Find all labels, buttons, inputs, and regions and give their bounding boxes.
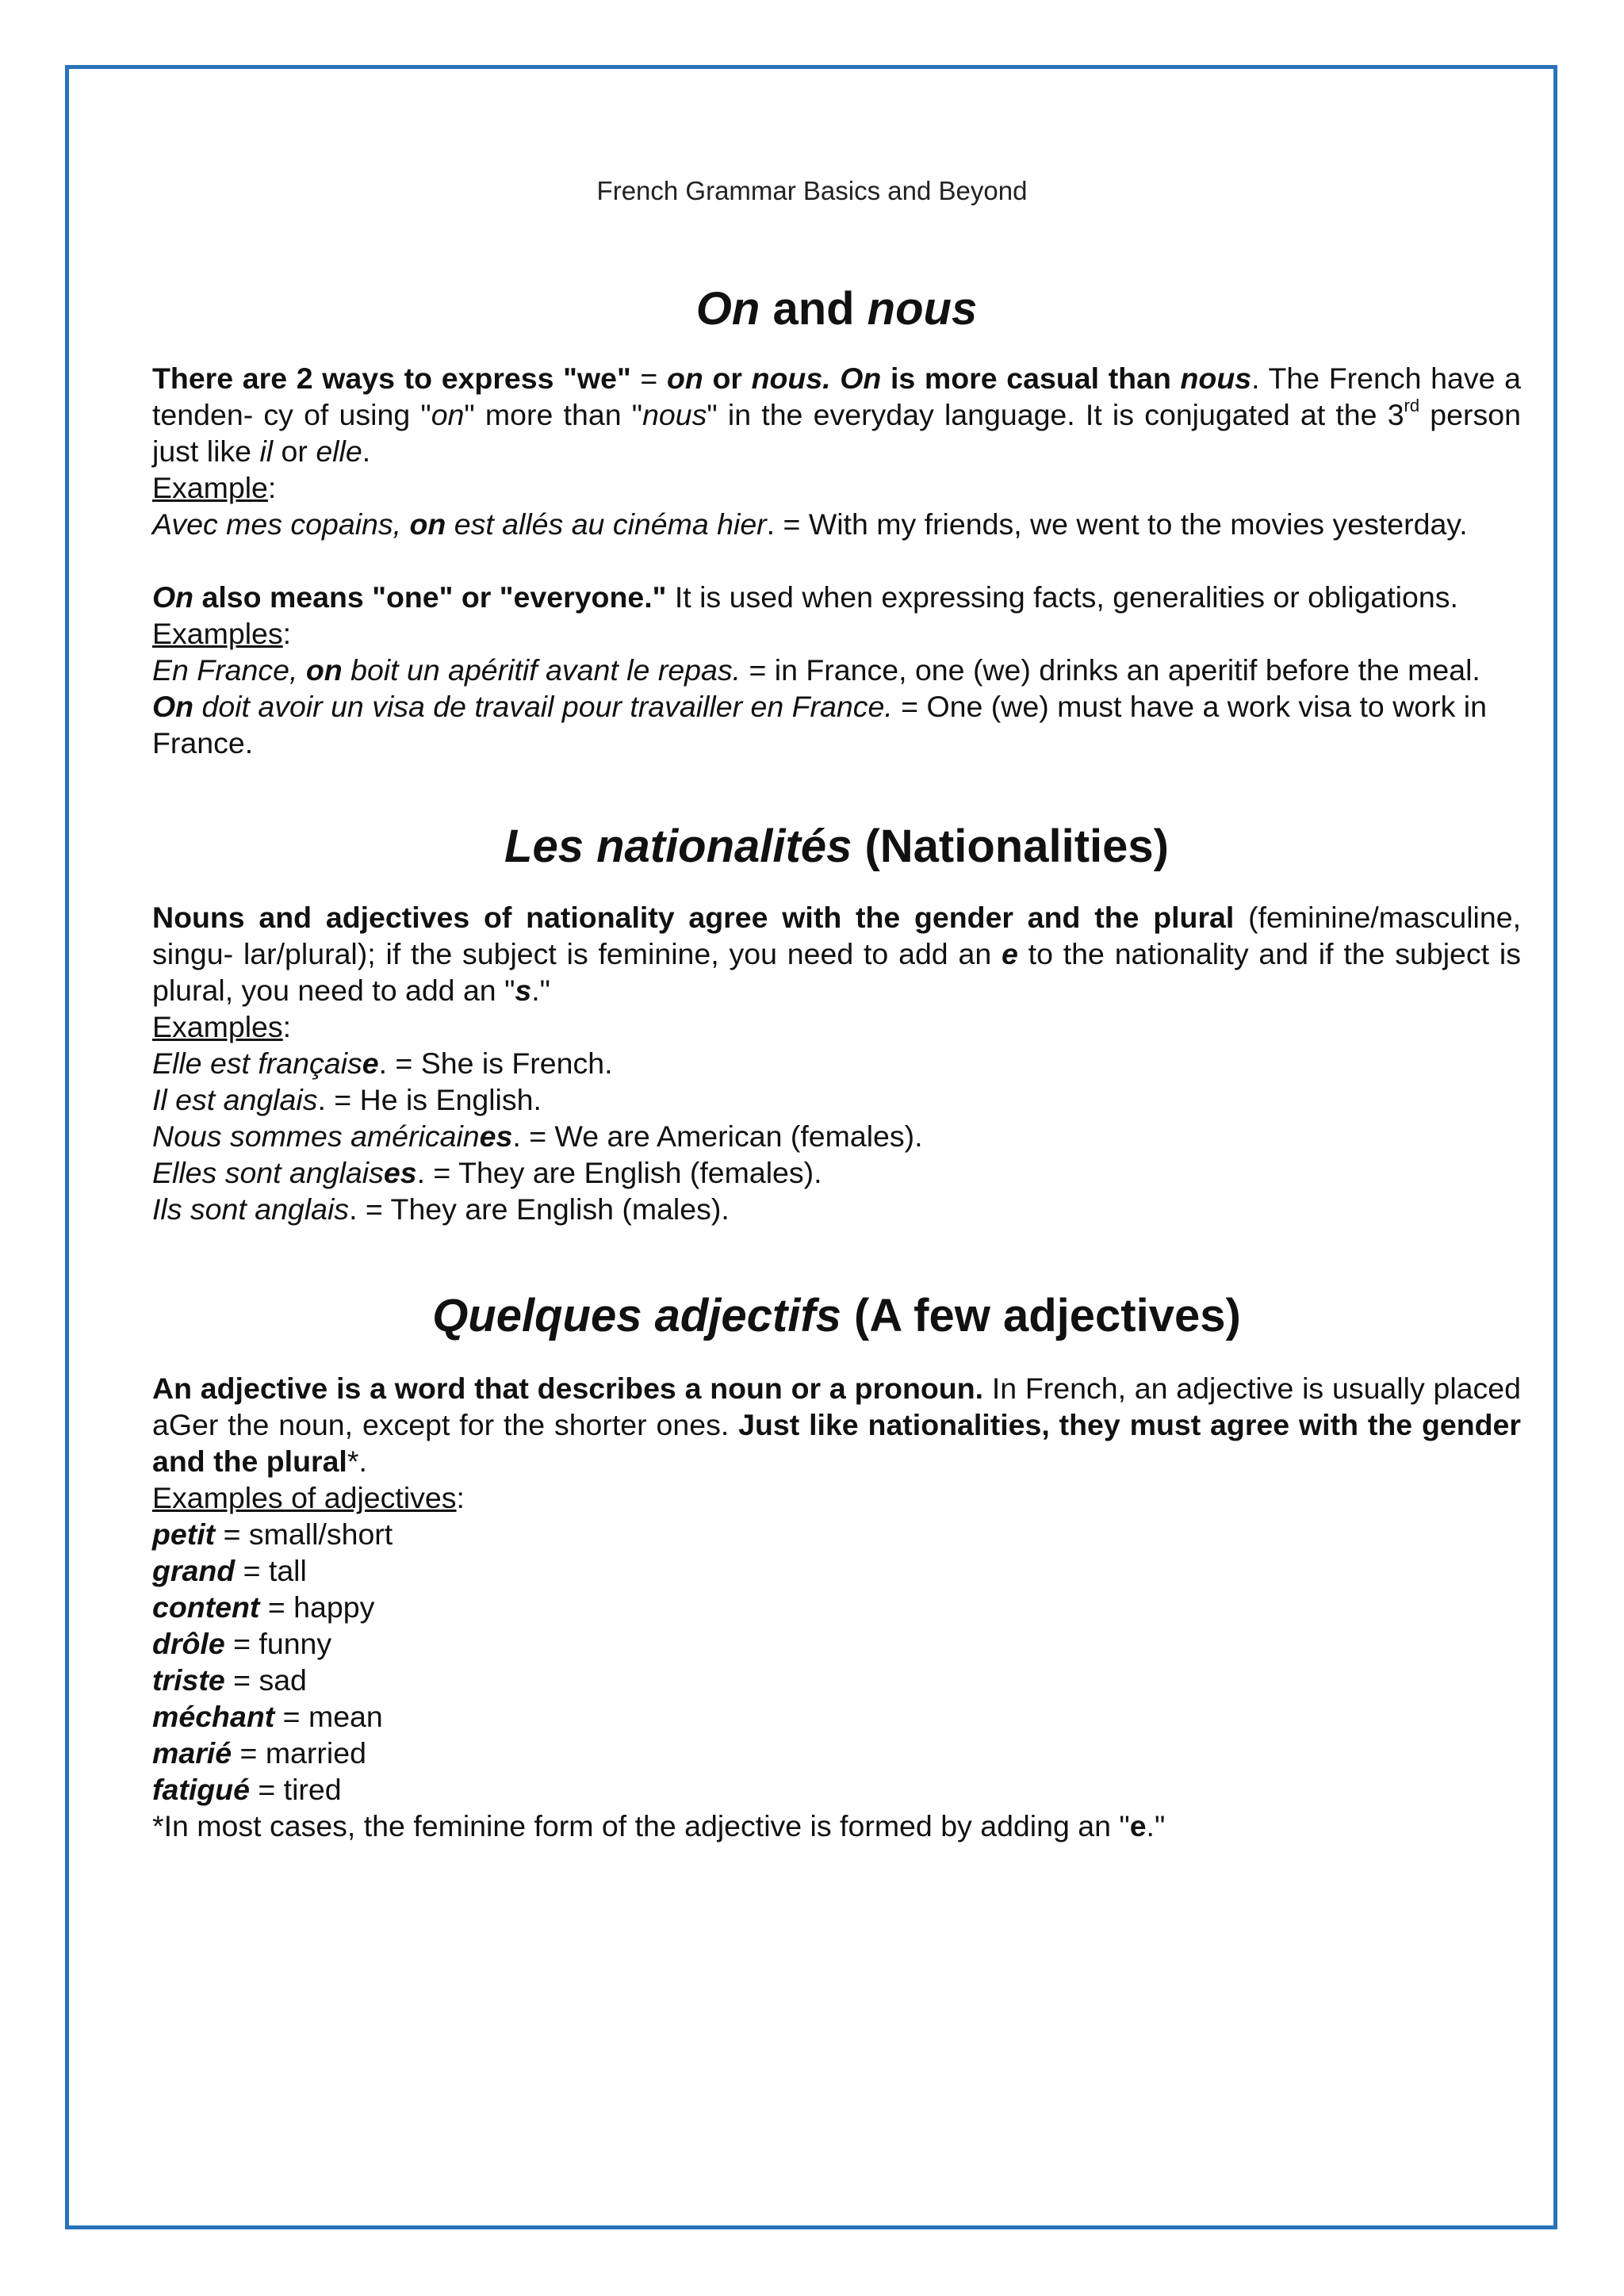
example-sentence: Nous sommes américaines. = We are American (females). [152, 1119, 923, 1153]
section-title-on-nous: On and nous [695, 283, 978, 335]
adjective-item: drôle = funny [152, 1627, 332, 1660]
example-label: Example: [152, 471, 277, 504]
adjective-item: marié = married [152, 1736, 366, 1770]
adjective-item: petit = small/short [152, 1517, 393, 1551]
adjective-item: grand = tall [152, 1554, 307, 1587]
page-content [152, 277, 1521, 1844]
paragraph-nationality-agreement: Nouns and adjectives of nationality agree with the gender and the plural (feminine/masculine, singu- lar/plural); if the subject is feminine, you need to add an e to the nationality and if the subject is plural, you need to add an "s." [152, 901, 1521, 1007]
section-body-on-nous [152, 360, 1521, 761]
adjective-item: fatigué = tired [152, 1773, 342, 1806]
example-sentence: Elles sont anglaises. = They are English (females). [152, 1156, 822, 1189]
example-sentence: En France, on boit un apéritif avant le repas. = in France, one (we) drinks an aperitif before the meal. [152, 653, 1480, 687]
examples-label: Examples of adjectives: [152, 1481, 465, 1514]
example-sentence: On doit avoir un visa de travail pour travailler en France. = One (we) must have a work visa to work in France. [152, 690, 1487, 760]
paragraph-adjective-definition: An adjective is a word that describes a noun or a pronoun. In French, an adjective is usually placed aGer the noun, except for the shorter ones. Just like nationalities, they must agree with the gender and the plural*. [152, 1372, 1521, 1478]
example-sentence: Il est anglais. = He is English. [152, 1083, 542, 1116]
paragraph-ways-to-express-we: There are 2 ways to express "we" = on or nous. On is more casual than nous. The French have a tenden- cy of using "on" more than "nous" in the everyday language. It is conjugated at the 3rd person just like il or elle. [152, 362, 1521, 468]
example-sentence: Ils sont anglais. = They are English (males). [152, 1192, 730, 1226]
paragraph-on-means-one: On also means "one" or "everyone." It is used when expressing facts, generalities or obligations. Examples: [152, 580, 1458, 650]
section-title-adjectifs: Quelques adjectifs (A few adjectives) [432, 1290, 1241, 1341]
examples-label: Examples: [152, 1010, 292, 1043]
section-body-adjectifs [152, 1370, 1521, 1844]
example-sentence: Avec mes copains, on est allés au cinéma hier. = With my friends, we went to the movies yesterday. [152, 507, 1468, 541]
adjective-item: content = happy [152, 1590, 375, 1624]
section-body-nationalites [152, 899, 1521, 1227]
adjective-item: méchant = mean [152, 1700, 383, 1733]
footnote: *In most cases, the feminine form of the adjective is formed by adding an "e." [152, 1809, 1166, 1843]
section-title-nationalites: Les nationalités (Nationalities) [504, 821, 1169, 872]
example-sentence: Elle est française. = She is French. [152, 1047, 613, 1080]
running-title: French Grammar Basics and Beyond [596, 176, 1028, 205]
adjective-item: triste = sad [152, 1663, 307, 1697]
